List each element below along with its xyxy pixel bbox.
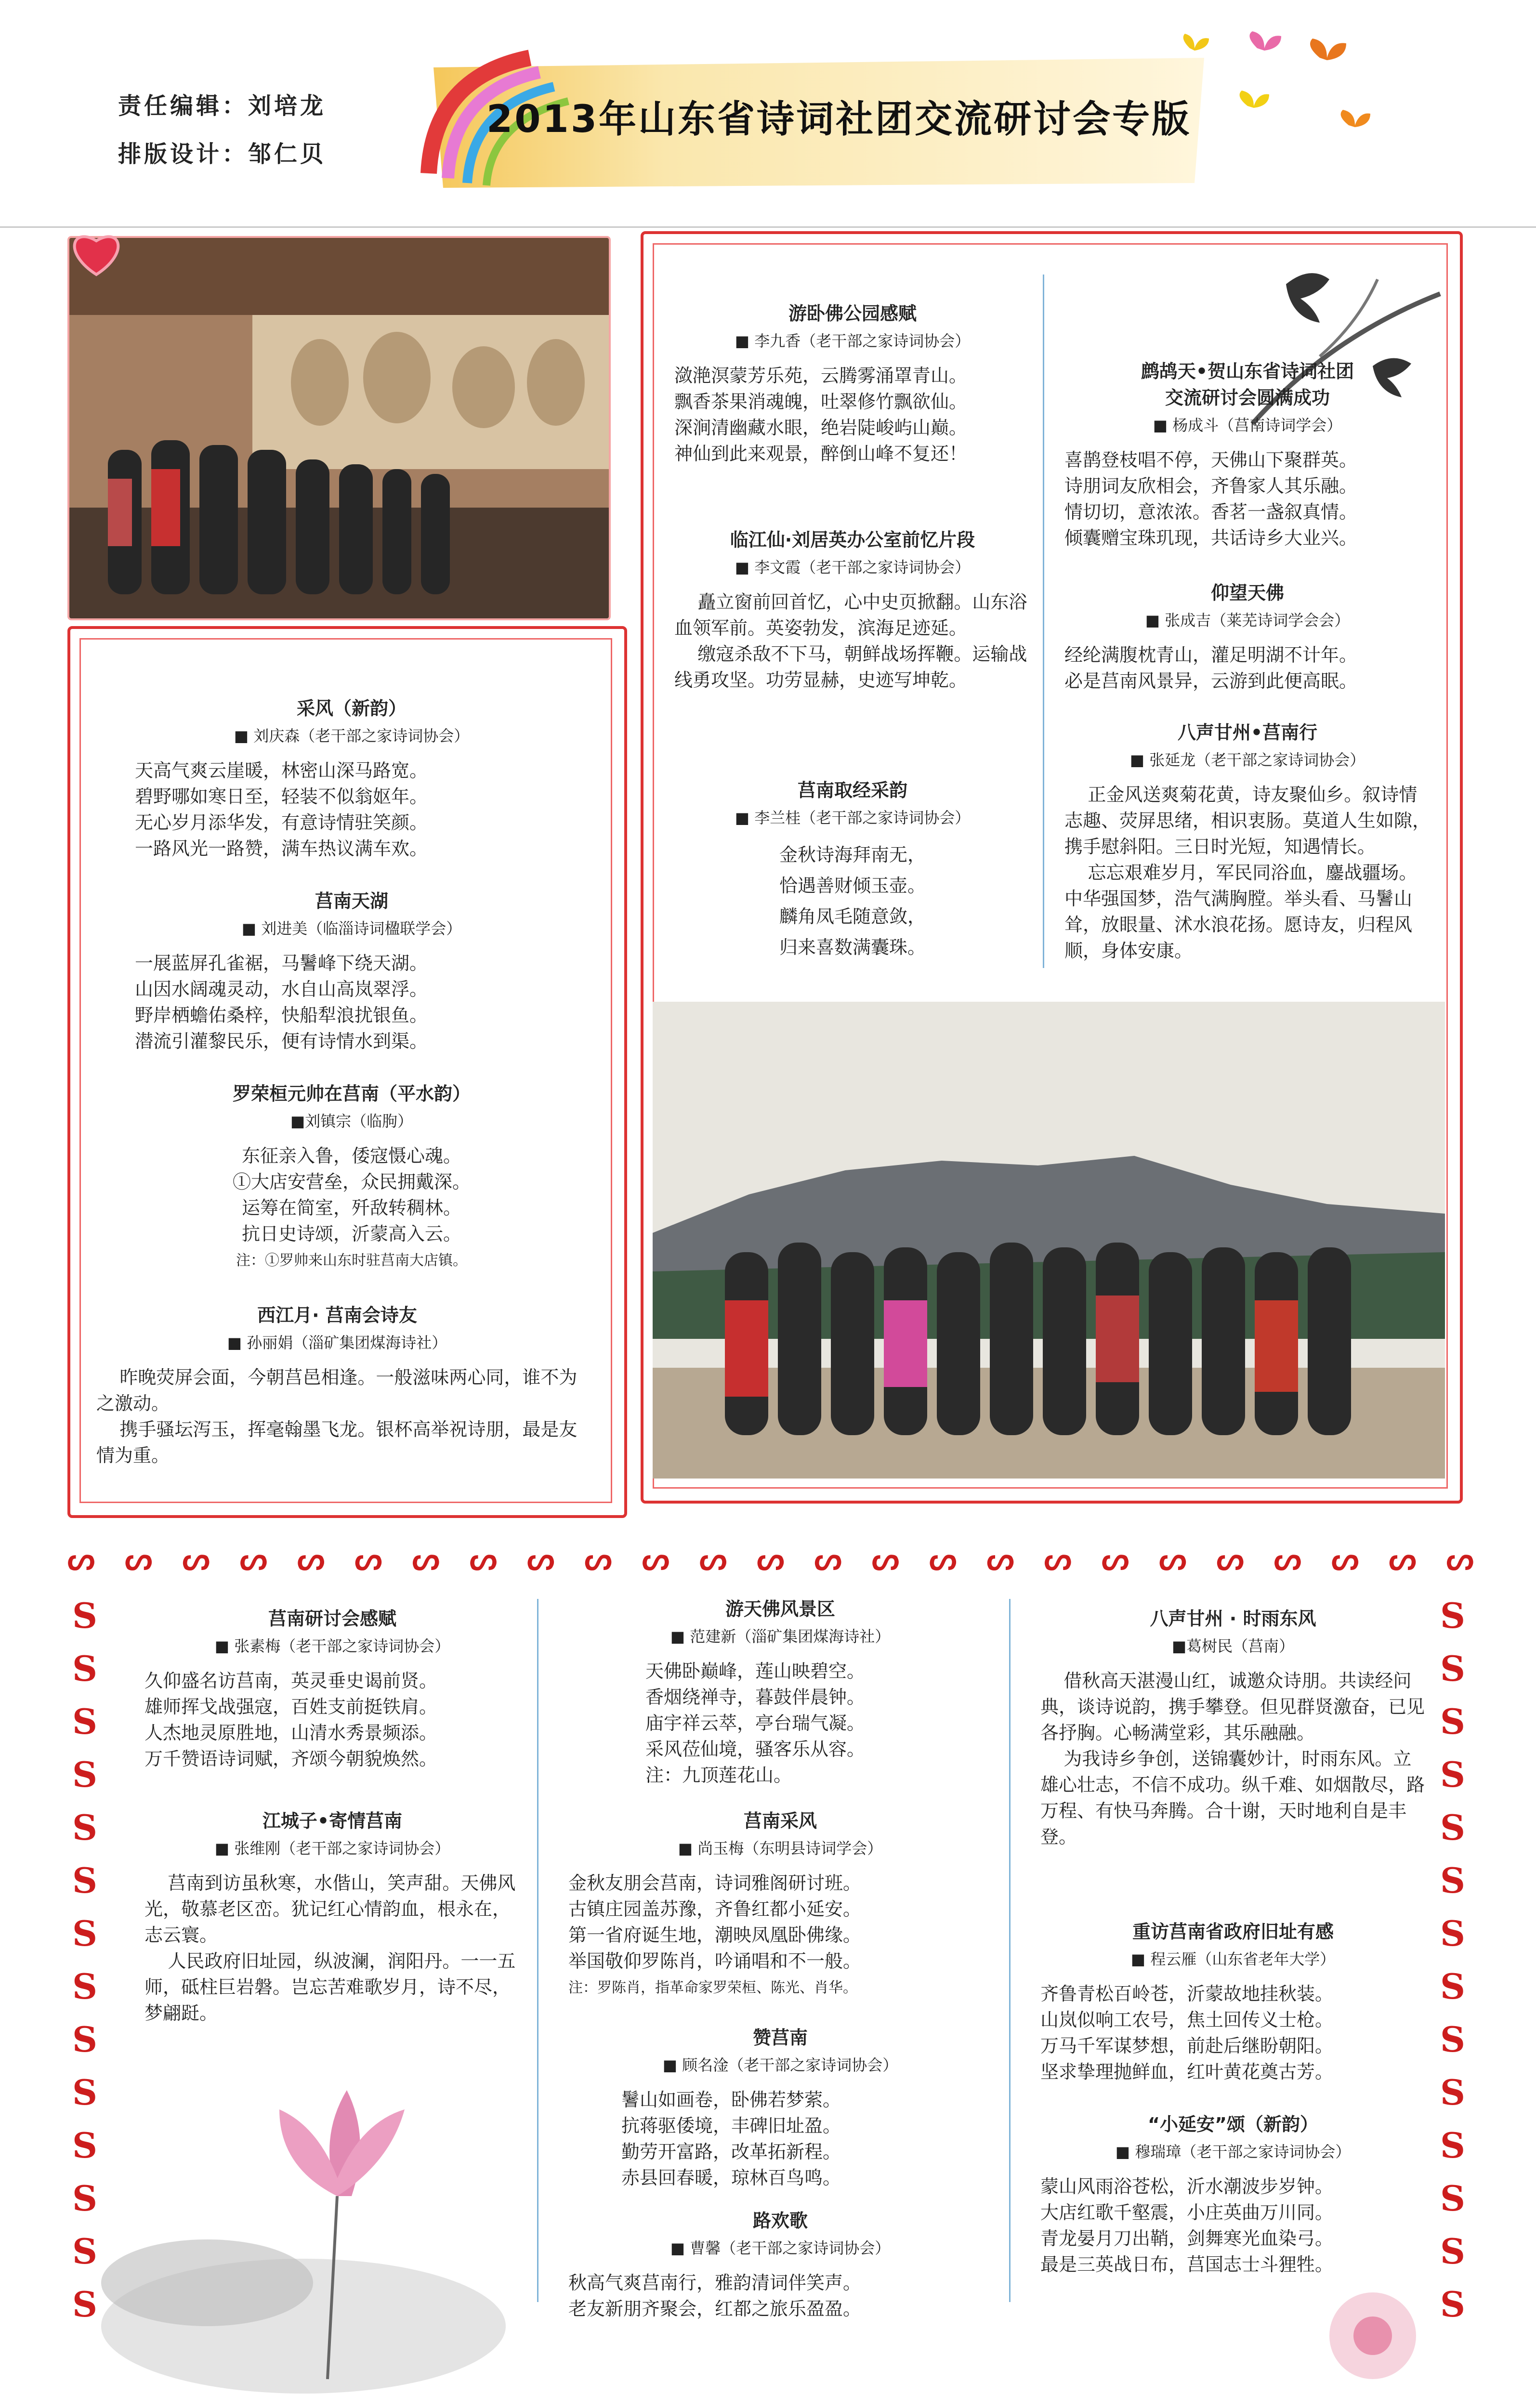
poem-body: 一展蓝屏孔雀裾，马鬐峰下绕天湖。 山因水阔魂灵动，水自山高岚翠浮。 野岸栖蟾佑桑梓，快船犁浪扰银鱼。 潜流引灌黎民乐，便有诗情水到渠。 bbox=[135, 953, 428, 1052]
poem-body: 昨晚荧屏会面，今朝莒邑相逢。一般滋味两心同，谁不为之激动。 携手骚坛泻玉，挥毫翰墨飞龙。银杯高举祝诗朋，最是友情为重。 bbox=[96, 1367, 578, 1466]
column-divider bbox=[537, 1599, 538, 2302]
poem-basheng-shiyu bbox=[1040, 1604, 1426, 1850]
poem-title: 罗荣桓元帅在莒南（平水韵） bbox=[232, 1083, 471, 1104]
poem-body: 金秋诗海拜南无， 恰遇善财倾玉壶。 麟角凤毛随意敛， 归来喜数满囊珠。 bbox=[779, 844, 926, 958]
poem-author: ■ 刘庆森（老干部之家诗词协会） bbox=[234, 727, 470, 745]
poem-title: 重访莒南省政府旧址有感 bbox=[1132, 1921, 1334, 1942]
poem-junan-caifeng bbox=[568, 1806, 992, 1999]
poem-title: 路欢歌 bbox=[752, 2210, 808, 2231]
scroll-border-right: S S S S S S S S S S S S S S bbox=[1440, 1595, 1465, 2325]
poem-author: ■ 杨成斗（莒南诗词学会） bbox=[1153, 416, 1342, 434]
poem-author: ■ 孙丽娟（淄矿集团煤海诗社） bbox=[227, 1334, 447, 1352]
poem-author: ■葛树民（莒南） bbox=[1171, 1637, 1295, 1655]
poem-title: 鹧鸪天•贺山东省诗词社团 交流研讨会圆满成功 bbox=[1141, 361, 1354, 408]
poem-title: 莒南研讨会感赋 bbox=[268, 1608, 396, 1629]
poem-qujing bbox=[674, 775, 1031, 963]
poem-body: 经纶满腹枕青山，灌足明湖不计年。 必是莒南风景异，云游到此便高眠。 bbox=[1064, 644, 1358, 692]
poem-body: 借秋高天湛漫山红，诚邀众诗朋。共读经问典，谈诗说韵，携手攀登。但见群贤激奋，已见各抒胸。心畅满堂彩，其乐融融。 为我诗乡争创，送锦囊妙计，时雨东风。立雄心壮志，不信不成功。纵千难、如烟散尽，路万程、有快马奔腾。合十谢，天时地利自是丰登。 bbox=[1040, 1670, 1425, 1847]
scroll-border-top: ᔕ ᔕ ᔕ ᔕ ᔕ ᔕ ᔕ ᔕ ᔕ ᔕ ᔕ ᔕ ᔕ ᔕ ᔕ ᔕ ᔕ ᔕ ᔕ ᔕ ᔕ ᔕ ᔕ ᔕ ᔕ bbox=[67, 1541, 1474, 1577]
poem-xijiangyue bbox=[96, 1300, 578, 1468]
poem-author: ■ 穆瑞璋（老干部之家诗词协会） bbox=[1115, 2143, 1351, 2161]
column-divider bbox=[1043, 275, 1044, 968]
poem-title: 莒南采风 bbox=[743, 1810, 817, 1832]
exhibition-hall-photo bbox=[67, 236, 611, 620]
poem-title: 采风（新韵） bbox=[296, 698, 407, 719]
heart-icon bbox=[67, 226, 125, 281]
poem-luorong bbox=[135, 1079, 568, 1272]
poem-title: 莒南天湖 bbox=[315, 890, 388, 912]
poem-ganfu bbox=[144, 1604, 520, 1772]
butterfly-icon bbox=[1341, 110, 1370, 127]
butterfly-icon bbox=[1310, 39, 1346, 60]
poem-body: 秋高气爽莒南行，雅韵清词伴笑声。 老友新朋齐聚会，红都之旅乐盈盈。 bbox=[568, 2272, 862, 2319]
poem-body: 齐鲁青松百岭苍，沂蒙故地挂秋装。 山岚似响工农号，焦土回传义士枪。 万马千军谋梦想，前赴后继盼朝阳。 坚求挚理抛鲜血，红叶黄花奠古芳。 bbox=[1040, 1983, 1334, 2082]
poem-body: 蒙山风雨浴苍松，沂水潮波步岁钟。 大店红歌千壑震，小庄英曲万川同。 青龙晏月刀出鞘，剑舞寒光血染弓。 最是三英战日布，莒国志士斗狸牲。 bbox=[1040, 2176, 1334, 2275]
butterfly-icon bbox=[1183, 34, 1209, 51]
poem-note: 注：罗陈肖，指革命家罗荣桓、陈光、肖华。 bbox=[568, 1979, 857, 1996]
poem-title: 西江月· 莒南会诗友 bbox=[257, 1305, 417, 1326]
butterflies-decoration bbox=[1175, 29, 1387, 164]
poem-author: ■ 顾名淦（老干部之家诗词协会） bbox=[662, 2056, 898, 2074]
poem-body: 久仰盛名访莒南，英灵垂史谒前贤。 雄师挥戈战强寇，百姓支前挺铁肩。 人杰地灵原胜地，山清水秀景频添。 万千赞语诗词赋，齐颂今朝貌焕然。 bbox=[144, 1670, 438, 1769]
poem-xiaoyanan bbox=[1040, 2109, 1426, 2277]
header-rule bbox=[0, 226, 1536, 228]
poem-author: ■刘镇宗（临朐） bbox=[290, 1112, 413, 1130]
poem-body: 金秋友朋会莒南，诗词雅阁研讨班。 古镇庄园盖苏豫，齐鲁红都小延安。 第一省府诞生地，潮映凤凰卧佛缘。 举国敬仰罗陈肖，吟诵唱和不一般。 bbox=[568, 1872, 862, 1972]
poem-body: 天佛卧巅峰，莲山映碧空。 香烟绕禅寺，暮鼓伴晨钟。 庙宇祥云萃，亭台瑞气凝。 采风莅仙境，骚客乐从容。 注：九顶莲花山。 bbox=[645, 1661, 866, 1786]
poem-author: ■ 张维刚（老干部之家诗词协会） bbox=[214, 1839, 450, 1858]
poem-body: 喜鹊登枝唱不停，天佛山下聚群英。 诗朋词友欣相会，齐鲁家人其乐融。 情切切，意浓浓。香茗一盏叙真情。 倾囊赠宝珠玑现，共话诗乡大业兴。 bbox=[1064, 449, 1358, 549]
poem-chongfang bbox=[1040, 1917, 1426, 2085]
poem-body: 正金风送爽菊花黄，诗友聚仙乡。叙诗情志趣、荧屏思绪，相识衷肠。莫道人生如隙，携手慰斜阳。三日时光短，知遇情长。 忘忘艰难岁月，军民同浴血，鏖战疆场。中华强国梦，浩气满胸膛。举头看、马鬐山耸，放眼量、沭水浪花扬。愿诗友，归程风顺，身体安康。 bbox=[1064, 784, 1431, 961]
poem-note: 注：①罗帅来山东时驻莒南大店镇。 bbox=[236, 1252, 467, 1269]
poem-author: ■ 范建新（淄矿集团煤海诗社） bbox=[670, 1627, 891, 1646]
poem-title: 莒南取经采韵 bbox=[797, 780, 907, 801]
butterfly-icon bbox=[1249, 31, 1281, 51]
poem-title: 游天佛风景区 bbox=[725, 1598, 835, 1620]
poem-author: ■ 程云雁（山东省老年大学） bbox=[1130, 1950, 1336, 1968]
poem-body: 潋滟溟蒙芳乐苑，云腾雾涌罩青山。 飘香茶果消魂魄，吐翠修竹飘欲仙。 深涧清幽藏水眼，绝岩陡峻屿山巅。 神仙到此来观景，醉倒山峰不复还！ bbox=[674, 365, 968, 464]
butterfly-icon bbox=[1240, 91, 1269, 108]
editor-credits bbox=[118, 82, 326, 178]
editor-line: 责任编辑：刘培龙 bbox=[118, 92, 327, 119]
poem-body: 东征亲入鲁，倭寇慑心魂。 ①大店安营垒，众民拥戴深。 运筹在简室，歼敌转稠林。 抗日史诗颂，沂蒙高入云。 bbox=[232, 1145, 471, 1244]
poem-author: ■ 张素梅（老干部之家诗词协会） bbox=[214, 1637, 450, 1655]
poem-jiangchengzi bbox=[144, 1806, 520, 2026]
poem-linjiangxian bbox=[674, 525, 1031, 693]
poem-zan-junan bbox=[568, 2023, 992, 2191]
poem-author: ■ 尚玉梅（东明县诗词学会） bbox=[678, 1839, 883, 1858]
poem-author: ■ 李九香（老干部之家诗词协会） bbox=[735, 332, 971, 350]
poem-youwofo bbox=[674, 299, 1031, 467]
poem-title: 八声甘州 · 时雨东风 bbox=[1150, 1608, 1316, 1629]
group-photo bbox=[653, 1002, 1445, 1479]
poem-title: 江城子•寄情莒南 bbox=[262, 1810, 403, 1832]
poem-title: 八声甘州•莒南行 bbox=[1177, 722, 1318, 743]
poem-luhuange bbox=[568, 2206, 992, 2322]
scroll-border-left: S S S S S S S S S S S S S S bbox=[72, 1595, 97, 2325]
poem-yangwang bbox=[1064, 578, 1431, 694]
poem-author: ■ 曹馨（老干部之家诗词协会） bbox=[670, 2239, 891, 2257]
poem-title: 仰望天佛 bbox=[1210, 582, 1284, 603]
poem-title: “小延安”颂（新韵） bbox=[1148, 2114, 1318, 2135]
poem-title: 游卧佛公园感赋 bbox=[788, 303, 917, 324]
poem-youtianfo bbox=[568, 1594, 992, 1788]
flower-decoration bbox=[1300, 2264, 1445, 2398]
page-title: 2013年山东省诗词社团交流研讨会专版 bbox=[486, 98, 1192, 141]
poem-title: 临江仙·刘居英办公室前忆片段 bbox=[730, 529, 975, 550]
lotus-ink-decoration bbox=[87, 2013, 520, 2398]
poem-author: ■ 李文霞（老干部之家诗词协会） bbox=[735, 558, 971, 576]
poem-author: ■ 张延龙（老干部之家诗词协会） bbox=[1129, 751, 1365, 769]
poem-junan-tianhu bbox=[135, 886, 568, 1054]
poem-body: 鬐山如画卷，卧佛若梦萦。 抗蒋驱倭境，丰碑旧址盈。 勤劳开富路，改革拓新程。 赤县回春暖，琼林百鸟鸣。 bbox=[621, 2089, 841, 2188]
column-divider bbox=[1009, 1599, 1011, 2302]
poem-zhegutian bbox=[1064, 356, 1431, 551]
poem-title: 赞莒南 bbox=[752, 2027, 808, 2048]
poem-caifeng bbox=[135, 694, 568, 862]
designer-line: 排版设计：邹仁贝 bbox=[118, 141, 327, 168]
poem-body: 莒南到访虽秋寒，水偕山，笑声甜。天佛风光，敬慕老区峦。犹记红心情韵血，根永在，志云寰。 人民政府旧址园，纵波澜，润阳丹。一一五师，砥柱巨岩磐。岂忘苦难歌岁月，诗不尽，梦翩跹。 bbox=[144, 1872, 516, 2024]
poem-basheng-junan bbox=[1064, 718, 1431, 964]
poem-author: ■ 李兰桂（老干部之家诗词协会） bbox=[735, 809, 971, 827]
poem-body: 矗立窗前回首忆，心中史页掀翻。山东浴血领军前。英姿勃发，滨海足迹延。 缴寇杀敌不下马，朝鲜战场挥鞭。运输战线勇攻坚。功劳显赫，史迹写坤乾。 bbox=[674, 591, 1027, 691]
poem-author: ■ 刘进美（临淄诗词楹联学会） bbox=[241, 919, 462, 938]
poem-body: 天高气爽云崖暖，林密山深马路宽。 碧野哪如寒日至，轻装不似翁妪年。 无心岁月添华发，有意诗情驻笑颜。 一路风光一路赞，满车热议满车欢。 bbox=[135, 760, 428, 859]
poem-author: ■ 张成吉（莱芜诗词学会会） bbox=[1145, 611, 1350, 629]
